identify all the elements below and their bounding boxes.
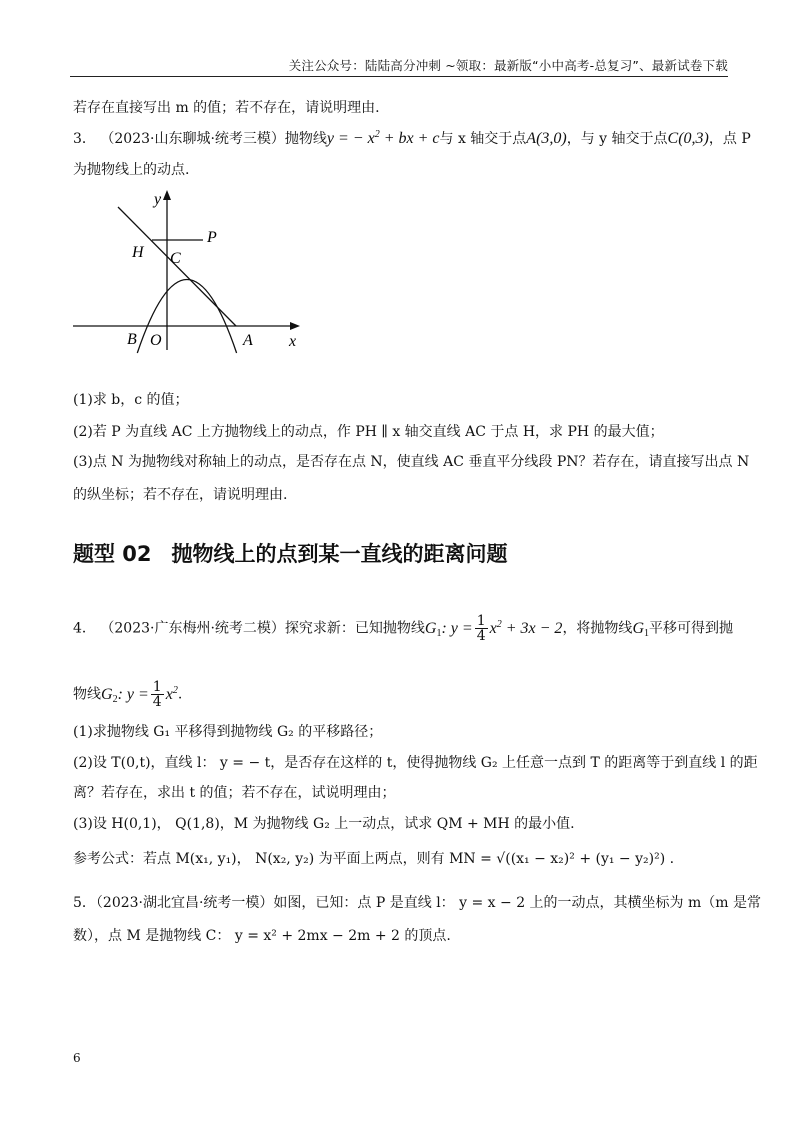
q3-line-2: 为抛物线上的动点.	[73, 162, 190, 178]
q3-mid1: 与 x 轴交于点	[439, 131, 527, 147]
q3-sub2: (2)若 P 为直线 AC 上方抛物线上的动点，作 PH ∥ x 轴交直线 AC 于点 H，求 PH 的最大值；	[73, 424, 664, 440]
q3-point-a: A(3,0)	[526, 130, 567, 147]
q4-reference-formula: 参考公式：若点 M(x₁, y₁)， N(x₂, y₂) 为平面上两点，则有 MN = √((x₁ − x₂)² + (y₁ − y₂)²) .	[73, 851, 675, 867]
q3-number: 3．	[73, 131, 96, 147]
label-h: H	[132, 244, 144, 261]
q4-sub1: (1)求抛物线 G₁ 平移得到抛物线 G₂ 的平移路径；	[73, 724, 383, 740]
header-text: 关注公众号：陆陆高分冲刺 ~领取：最新版“小中高考-总复习”、最新试卷下载	[288, 58, 728, 73]
q4-g2-equation: $G_2$: y =	[101, 685, 149, 705]
q3-sub1: (1)求 b，c 的值；	[73, 392, 189, 408]
q4-intro: 探究求新：已知抛物线	[284, 620, 425, 637]
label-x: x	[289, 333, 297, 350]
q3-equation: y = − $x^2$ + bx + c	[326, 129, 440, 147]
label-a: A	[243, 332, 253, 349]
q5-line-2: 数），点 M 是抛物线 C： y = x² + 2mx − 2m + 2 的顶点.	[73, 928, 451, 944]
label-c: C	[170, 250, 181, 267]
previous-question-tail: 若存在直接写出 m 的值；若不存在，请说明理由.	[73, 100, 380, 116]
q4-g1-equation: $G_1$: y =	[424, 619, 473, 639]
q4-rest: ，将抛物线	[562, 620, 633, 637]
q3-point-c: C(0,3)	[667, 130, 709, 147]
page-header	[70, 56, 728, 77]
q4-sub2: (2)设 T(0,t)，直线 l： y = − t，是否存在这样的 t，使得抛物线 G₂ 上任意一点到 T 的距离等于到直线 l 的距	[73, 755, 758, 771]
q4-line-2: 物线$G_2$: y = $\frac{1}{4}$ $x^2$.	[73, 679, 183, 710]
label-o: O	[150, 332, 162, 349]
q3-mid2: ，与 y 轴交于点	[566, 131, 668, 147]
q4-number: 4．	[73, 620, 96, 637]
q3-intro: 抛物线	[284, 131, 327, 147]
label-y: y	[154, 191, 162, 208]
q3-line-1	[73, 125, 751, 149]
page-number: 6	[73, 1051, 81, 1065]
q3-source: （2023·山东聊城·统考三模）	[100, 131, 285, 147]
q5-line-1: 5．（2023·湖北宜昌·统考一模）如图，已知：点 P 是直线 l： y = x − 2 上的一动点，其横坐标为 m（m 是常	[73, 895, 762, 911]
section-heading	[73, 538, 508, 568]
q4-sub3: (3)设 H(0,1)， Q(1,8)，M 为抛物线 G₂ 上一动点，试求 QM + MH 的最小值.	[73, 816, 575, 832]
q4-sub2-cont: 离？若存在，求出 t 的值；若不存在，试说明理由；	[73, 785, 396, 801]
label-p: P	[207, 229, 217, 246]
section-number: 题型 02	[73, 542, 152, 566]
q4-line-1: 4． （2023·广东梅州·统考二模）探究求新：已知抛物线$G_1$: y = $\frac{1}{4}$ $x^2 + 3x - 2$，将抛物线$G_1$平移可得到抛	[73, 613, 733, 644]
q3-sub3-cont: 的纵坐标；若不存在，请说明理由.	[73, 487, 288, 503]
q4-fraction: $\frac{1}{4}$	[476, 613, 486, 644]
q3-sub3: (3)点 N 为抛物线对称轴上的动点，是否存在点 N，使直线 AC 垂直平分线段 PN？若存在，请直接写出点 N	[73, 454, 750, 470]
y-axis-arrow	[163, 190, 171, 200]
q4-source: （2023·广东梅州·统考二模）	[100, 620, 285, 637]
label-b: B	[127, 331, 137, 348]
section-title: 抛物线上的点到某一直线的距离问题	[171, 542, 508, 566]
q3-parabola-figure	[70, 185, 310, 355]
q3-mid3: ，点 P	[708, 131, 751, 147]
x-axis-arrow	[290, 322, 300, 330]
